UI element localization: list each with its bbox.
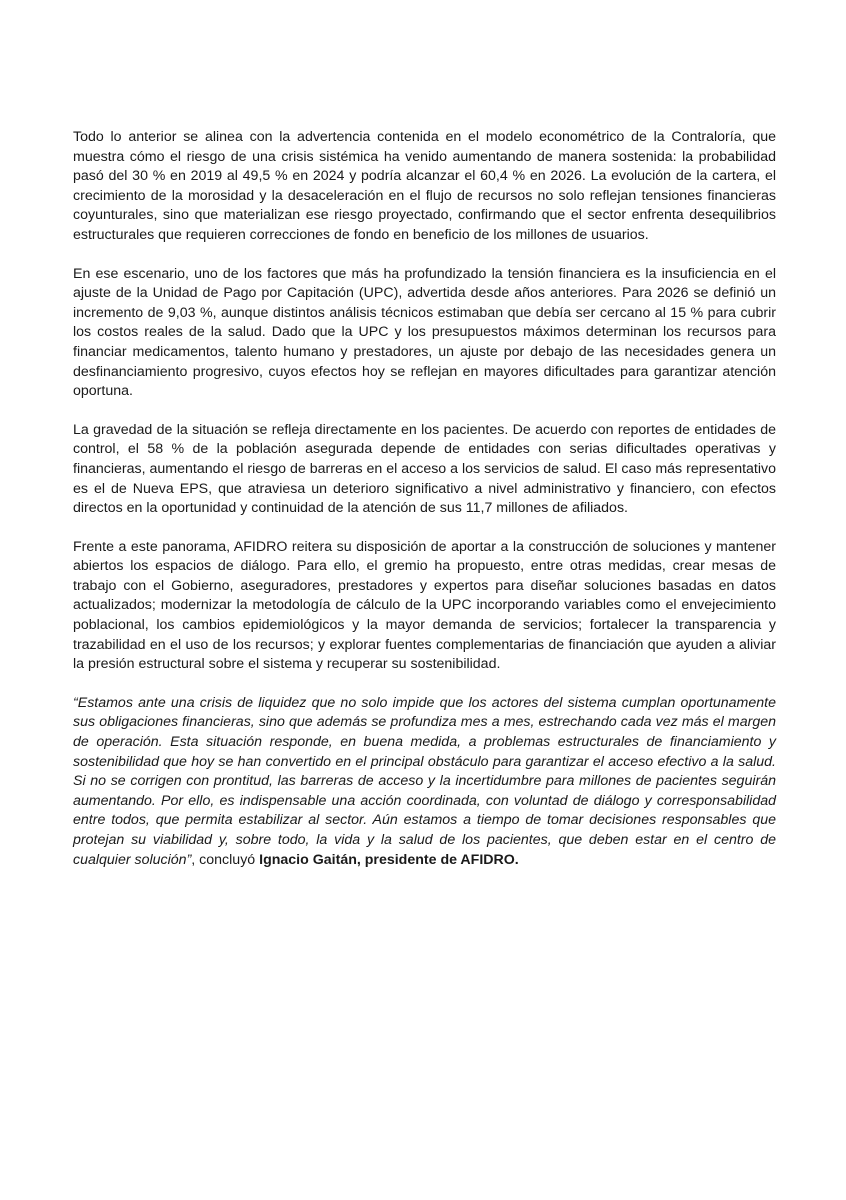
quote-closing: , concluyó xyxy=(191,851,260,868)
paragraph-patients-impact: La gravedad de la situación se refleja directamente en los pacientes. De acuerdo con reportes de entidades de control, el 58 % de la población asegurada depende de entidades con serias dificultades operativas y financieras, aumentando el riesgo de barreras en el acceso a los servicios de salud. El caso más representativo es el de Nueva EPS, que atraviesa un deterioro significativo a nivel administrativo y financiero, con efectos directos en la oportunidad y continuidad de la atención de sus 11,7 millones de afiliados. xyxy=(73,421,776,517)
paragraph-contraloria-risk: Todo lo anterior se alinea con la advertencia contenida en el modelo econométrico de la Contraloría, que muestra cómo el riesgo de una crisis sistémica ha venido aumentando de manera sostenida: la probabilidad pasó del 30 % en 2019 al 49,5 % en 2024 y podría alcanzar el 60,4 % en 2026. La evolución de la cartera, el crecimiento de la morosidad y la desaceleración en el flujo de recursos no solo reflejan tensiones financieras coyunturales, sino que materializan ese riesgo proyectado, confirmando que el sector enfrenta desequilibrios estructurales que requieren correcciones de fondo en beneficio de los millones de usuarios. xyxy=(73,129,776,243)
quote-text: “Estamos ante una crisis de liquidez que no solo impide que los actores del sistema cumplan oportunamente sus obligaciones financieras, sino que además se profundiza mes a mes, estrechando cada vez más el margen de operación. Esta situación responde, en buena medida, a problemas estructurales de financiamiento y sostenibilidad que hoy se han convertido en el principal obstáculo para garantizar el acceso efectivo a la salud. Si no se corrigen con prontitud, las barreras de acceso y la incertidumbre para millones de pacientes seguirán aumentando. Por ello, es indispensable una acción coordinada, con voluntad de diálogo y corresponsabilidad entre todos, que permita estabilizar al sector. Aún estamos a tiempo de tomar decisiones responsables que protejan su viabilidad y, sobre todo, la vida y la salud de los pacientes, que deben estar en el centro de cualquier solución” xyxy=(73,694,776,868)
document-body xyxy=(73,128,776,870)
paragraph-upc-adjustment: En ese escenario, uno de los factores que más ha profundizado la tensión financiera es la insuficiencia en el ajuste de la Unidad de Pago por Capitación (UPC), advertida desde años anteriores. Para 2026 se definió un incremento de 9,03 %, aunque distintos análisis técnicos estimaban que debía ser cercano al 15 % para cubrir los costos reales de la salud. Dado que la UPC y los presupuestos máximos determinan los recursos para financiar medicamentos, talento humano y prestadores, un ajuste por debajo de las necesidades genera un desfinanciamiento progresivo, cuyos efectos hoy se reflejan en mayores dificultades para garantizar atención oportuna. xyxy=(73,265,776,400)
paragraph-afidro-proposals: Frente a este panorama, AFIDRO reitera su disposición de aportar a la construcción de soluciones y mantener abiertos los espacios de diálogo. Para ello, el gremio ha propuesto, entre otras medidas, crear mesas de trabajo con el Gobierno, aseguradores, prestadores y expertos para diseñar soluciones basadas en datos actualizados; modernizar la metodología de cálculo de la UPC incorporando variables como el envejecimiento poblacional, los cambios epidemiológicos y la mayor demanda de servicios; fortalecer la transparencia y trazabilidad en el uso de los recursos; y explorar fuentes complementarias de financiación que ayuden a aliviar la presión estructural sobre el sistema y recuperar su sostenibilidad. xyxy=(73,538,776,673)
quote-attribution: Ignacio Gaitán, presidente de AFIDRO. xyxy=(259,851,519,868)
quote-block xyxy=(73,694,776,870)
